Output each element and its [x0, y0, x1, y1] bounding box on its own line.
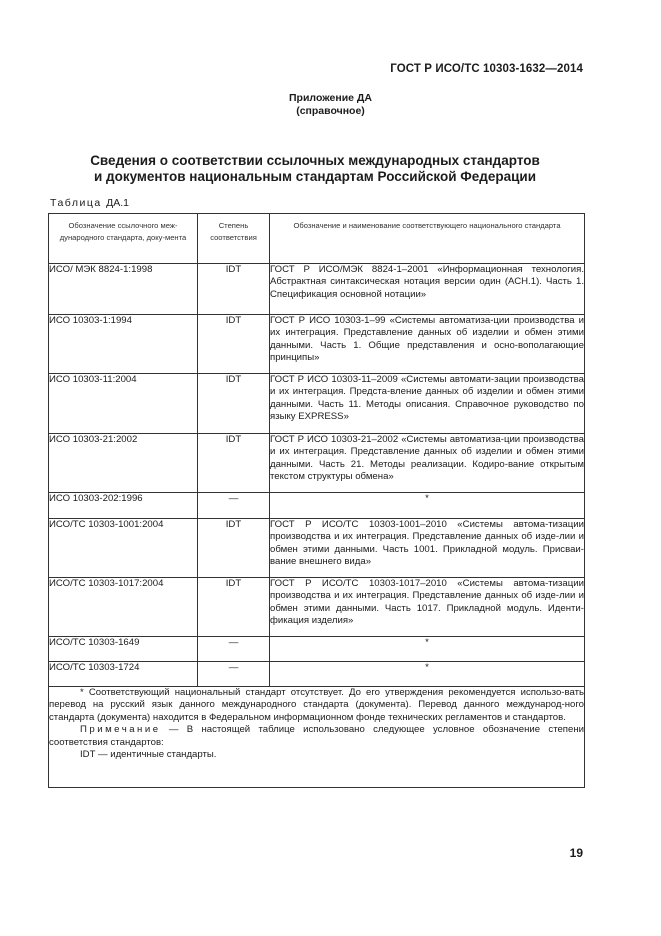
table-row: [49, 637, 585, 662]
table-label: [50, 197, 129, 209]
national-standard-cell: ГОСТ Р ИСО 10303-11–2009 «Системы автомати-зации производства и их интеграция. Предста-вление данных об изделии и обмен этими данными. Часть 11. Методы описания. Справочное руководство по языку EXPRESS»: [270, 374, 585, 434]
national-standard-cell: ГОСТ Р ИСО 10303-21–2002 «Системы автоматиза-ции производства и их интеграция. Представление данных об изделии и обмен этими данными. Часть 21. Методы реализации. Кодиро-вание открытым текстом структуры обмена»: [270, 434, 585, 493]
reference-standard-cell: ИСО 10303-11:2004: [49, 374, 198, 434]
table-row: [49, 315, 585, 374]
reference-standard-cell: ИСО/ТС 10303-1001:2004: [49, 519, 198, 578]
degree-cell: IDT: [198, 315, 270, 374]
degree-cell: IDT: [198, 264, 270, 315]
national-standard-cell: ГОСТ Р ИСО/ТС 10303-1001–2010 «Системы автома-тизации производства и их интеграция. Представление данных об изде-лии и обмен этими данными. Часть 1001. Прикладной модуль. Присваи-вание внешнего вида»: [270, 519, 585, 578]
national-standard-cell: ГОСТ Р ИСО/ТС 10303-1017–2010 «Системы автома-тизации производства и их интеграция. Представление данных об изде-лии и обмен этими данными. Часть 1017. Прикладной модуль. Иденти-фикация изделия»: [270, 578, 585, 637]
reference-standard-cell: ИСО/ МЭК 8824-1:1998: [49, 264, 198, 315]
national-standard-cell: *: [270, 493, 585, 519]
appendix-title: Приложение ДА: [289, 92, 372, 104]
table-notes: [49, 687, 585, 788]
degree-cell: IDT: [198, 374, 270, 434]
degree-cell: IDT: [198, 578, 270, 637]
reference-standard-cell: ИСО/ТС 10303-1017:2004: [49, 578, 198, 637]
correspondence-table: [48, 213, 585, 788]
column-header: Обозначение ссылочного меж-дународного стандарта, доку-мента: [49, 214, 198, 264]
section-title-line2: и документов национальным стандартам Российской Федерации: [93, 169, 537, 184]
reference-standard-cell: ИСО 10303-202:1996: [49, 493, 198, 519]
table-row: [49, 662, 585, 687]
document-code: ГОСТ Р ИСО/ТС 10303-1632—2014: [390, 63, 583, 75]
national-standard-cell: *: [270, 662, 585, 687]
degree-cell: —: [198, 662, 270, 687]
reference-standard-cell: ИСО 10303-1:1994: [49, 315, 198, 374]
appendix-heading: [0, 92, 661, 118]
table-notes-row: [49, 687, 585, 788]
national-standard-cell: ГОСТ Р ИСО 10303-1–99 «Системы автоматиза-ции производства и их интеграция. Представление данных об изделии и обмен этими данными. Часть 1. Общие представления и осно-вополагающие принципы»: [270, 315, 585, 374]
table-row: [49, 374, 585, 434]
table-row: [49, 434, 585, 493]
table-row: [49, 578, 585, 637]
section-title: [0, 153, 630, 185]
reference-standard-cell: ИСО 10303-21:2002: [49, 434, 198, 493]
degree-cell: IDT: [198, 519, 270, 578]
note-label: Примечание: [80, 724, 161, 736]
page-number: 19: [569, 846, 583, 860]
appendix-subtitle: (справочное): [296, 105, 365, 117]
table-label-prefix: Таблица: [50, 197, 102, 209]
note-item: IDT — идентичные стандарты.: [80, 749, 217, 761]
table-header-row: [49, 214, 585, 264]
national-standard-cell: ГОСТ Р ИСО/МЭК 8824-1–2001 «Информационная технология. Абстрактная синтаксическая нотация версии один (АСН.1). Часть 1. Спецификация основной нотации»: [270, 264, 585, 315]
degree-cell: —: [198, 637, 270, 662]
section-title-line1: Сведения о соответствии ссылочных международных стандартов: [90, 153, 540, 168]
national-standard-cell: *: [270, 637, 585, 662]
table-row: [49, 493, 585, 519]
table-row: [49, 264, 585, 315]
degree-cell: —: [198, 493, 270, 519]
column-header: Обозначение и наименование соответствующего национального стандарта: [270, 214, 585, 264]
footnote: * Соответствующий национальный стандарт отсутствует. До его утверждения рекомендуется использо-вать перевод на русский язык данного международного стандарта (документа). Перевод данного международ-ного стандарта (документа) находится в Федеральном информационном фонде технических регламентов и стандартов.: [49, 687, 584, 723]
note-text: — В настоящей таблице использовано следующее условное обозначение степени соответствия стандартов:: [49, 724, 584, 748]
reference-standard-cell: ИСО/ТС 10303-1649: [49, 637, 198, 662]
degree-cell: IDT: [198, 434, 270, 493]
table-row: [49, 519, 585, 578]
reference-standard-cell: ИСО/ТС 10303-1724: [49, 662, 198, 687]
note: [49, 724, 584, 749]
column-header: Степень соответствия: [198, 214, 270, 264]
table-label-number: ДА.1: [106, 197, 129, 209]
